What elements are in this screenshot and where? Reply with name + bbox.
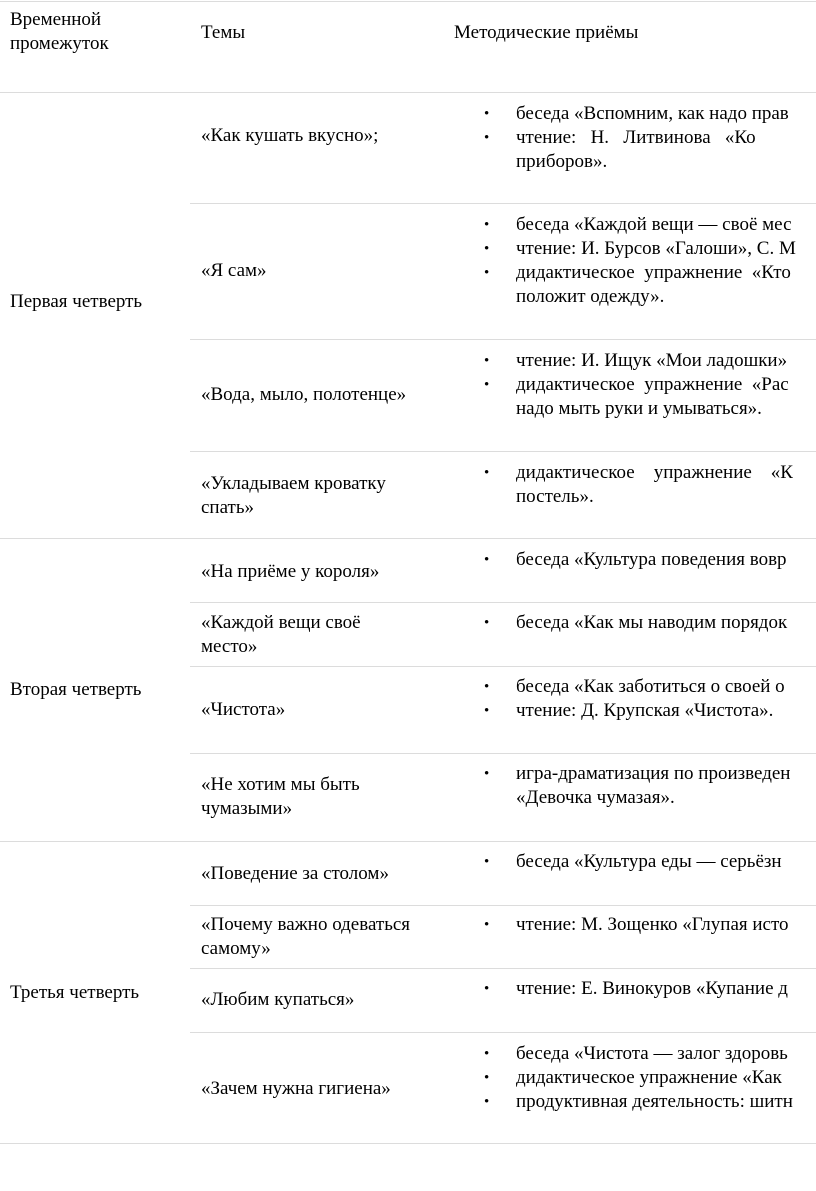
methods-list: [516, 850, 816, 874]
theme-line: «Зачем нужна гигиена»: [201, 1078, 391, 1099]
methods-list: [516, 977, 816, 1001]
theme-line: «Поведение за столом»: [201, 863, 389, 884]
methods-list: [516, 1042, 816, 1114]
header-methods: Методические приёмы: [454, 22, 639, 43]
theme-cell: [201, 913, 441, 961]
quarter-divider: [0, 841, 816, 842]
method-item: • беседа «Культура поведения вовр: [516, 548, 816, 572]
quarter-label: Первая четверть: [10, 291, 143, 312]
theme-cell: [201, 611, 441, 659]
methods-list: [516, 762, 816, 810]
header-bottom-border: [0, 92, 816, 93]
method-item: • чтение: И. Ищук «Мои ладошки»: [516, 349, 816, 373]
method-item: • чтение: М. Зощенко «Глупая исто: [516, 913, 816, 937]
method-item: • чтение: Е. Винокуров «Купание д: [516, 977, 816, 1001]
method-item: • беседа «Вспомним, как надо прав: [516, 102, 816, 126]
method-item: • дидактическое упражнение «К постель».: [516, 461, 816, 509]
method-item: • беседа «Как заботиться о своей о: [516, 675, 816, 699]
theme-line: «На приёме у короля»: [201, 561, 380, 582]
theme-line: «Каждой вещи своё: [201, 612, 361, 633]
row-divider: [190, 1032, 816, 1033]
header-period-line: промежуток: [10, 33, 109, 54]
table-top-border: [0, 1, 816, 2]
theme-line: самому»: [201, 938, 271, 959]
row-divider: [190, 203, 816, 204]
theme-cell: [201, 1077, 441, 1101]
header-period-line: Временной: [10, 9, 102, 30]
theme-cell: [201, 560, 441, 584]
theme-line: «Вода, мыло, полотенце»: [201, 384, 407, 405]
method-item: • чтение: Д. Крупская «Чистота».: [516, 699, 816, 723]
row-divider: [190, 666, 816, 667]
theme-cell: [201, 124, 441, 148]
method-item: • дидактическое упражнение «Рас надо мыть руки и умываться».: [516, 373, 816, 421]
methods-list: [516, 213, 816, 309]
row-divider: [190, 339, 816, 340]
methods-list: [516, 548, 816, 572]
row-divider: [190, 968, 816, 969]
methods-list: [516, 102, 816, 174]
method-item: • дидактическое упражнение «Как: [516, 1066, 816, 1090]
row-divider: [190, 602, 816, 603]
method-item: • беседа «Как мы наводим порядок: [516, 611, 816, 635]
row-divider: [190, 753, 816, 754]
header-period: [10, 8, 109, 56]
method-item: • чтение: Н. Литвинова «Ко приборов».: [516, 126, 816, 174]
method-item: • беседа «Культура еды — серьёзн: [516, 850, 816, 874]
theme-line: «Как кушать вкусно»;: [201, 125, 379, 146]
methods-list: [516, 913, 816, 937]
theme-cell: [201, 862, 441, 886]
theme-line: «Укладываем кроватку: [201, 473, 386, 494]
theme-line: спать»: [201, 497, 255, 518]
quarter-label: Вторая четверть: [10, 679, 142, 700]
row-divider: [190, 905, 816, 906]
theme-line: «Не хотим мы быть: [201, 774, 360, 795]
theme-line: место»: [201, 636, 258, 657]
method-item: • чтение: И. Бурсов «Галоши», С. М: [516, 237, 816, 261]
header-themes: Темы: [201, 22, 246, 43]
theme-line: «Я сам»: [201, 260, 267, 281]
theme-line: «Почему важно одеваться: [201, 914, 411, 935]
theme-line: «Чистота»: [201, 699, 286, 720]
method-item: • беседа «Каждой вещи — своё мес: [516, 213, 816, 237]
theme-cell: [201, 383, 441, 407]
methods-list: [516, 349, 816, 421]
method-item: • дидактическое упражнение «Кто положит одежду».: [516, 261, 816, 309]
row-divider: [190, 451, 816, 452]
theme-cell: [201, 988, 441, 1012]
theme-cell: [201, 698, 441, 722]
method-item: • беседа «Чистота — залог здоровь: [516, 1042, 816, 1066]
theme-line: «Любим купаться»: [201, 989, 355, 1010]
methods-list: [516, 461, 816, 509]
method-item: • игра-драматизация по произведен «Девочка чумазая».: [516, 762, 816, 810]
quarter-divider: [0, 538, 816, 539]
methods-list: [516, 611, 816, 635]
theme-cell: [201, 259, 441, 283]
table-bottom-border: [0, 1143, 816, 1144]
method-item: • продуктивная деятельность: шитн: [516, 1090, 816, 1114]
methods-list: [516, 675, 816, 723]
theme-line: чумазыми»: [201, 798, 293, 819]
theme-cell: [201, 472, 441, 520]
quarter-label: Третья четверть: [10, 982, 140, 1003]
theme-cell: [201, 773, 441, 821]
